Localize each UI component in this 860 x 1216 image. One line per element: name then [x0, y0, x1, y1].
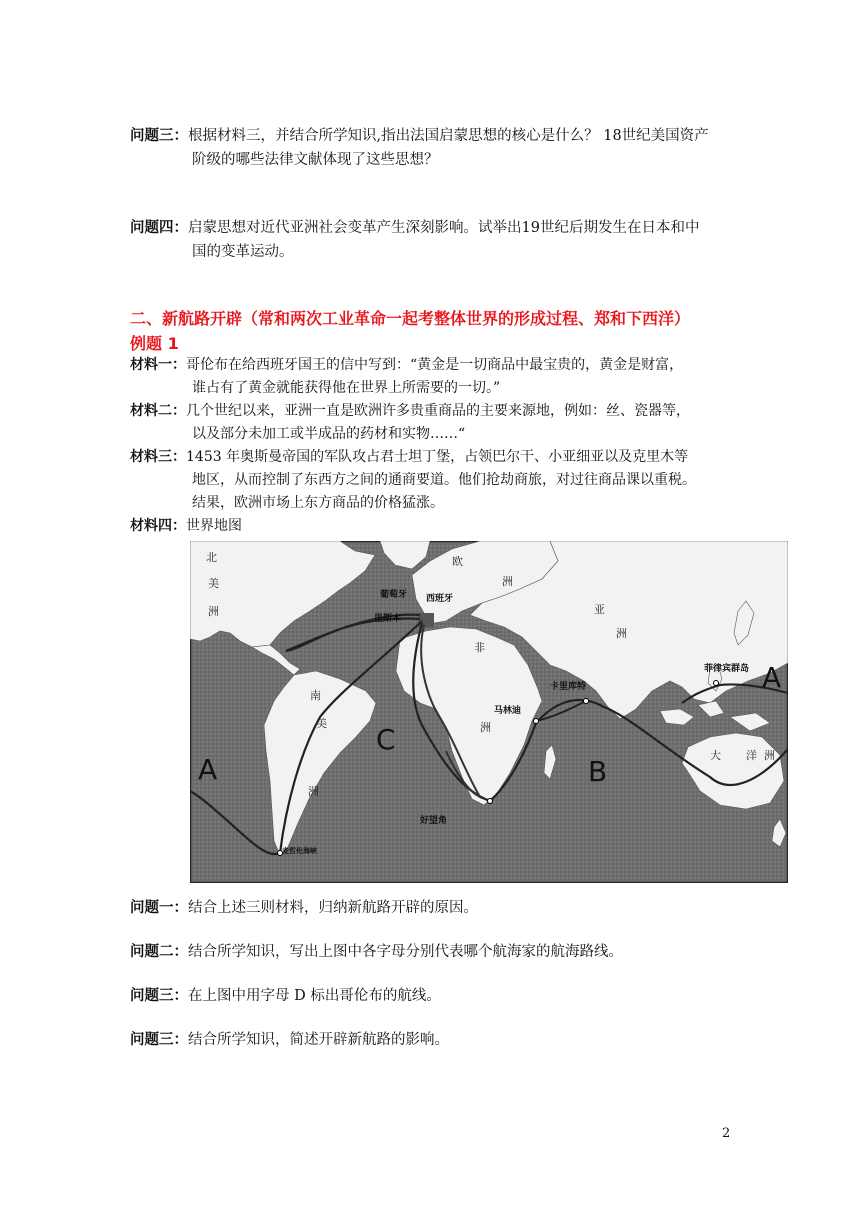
label-europe-1: 欧	[452, 555, 463, 568]
label-africa-1: 非	[474, 641, 485, 654]
question-label: 问题三：	[130, 988, 188, 1004]
route-letter-a-west: A	[198, 753, 218, 786]
question-4-top	[130, 216, 740, 264]
material-label: 材料一：	[130, 357, 186, 373]
label-south-america-2: 美	[316, 717, 327, 730]
world-map	[190, 541, 788, 883]
question-text-line2: 国的变革运动。	[192, 244, 294, 260]
material-label: 材料二：	[130, 403, 186, 419]
material-line: 结果，欧洲市场上东方商品的价格猛涨。	[192, 495, 444, 511]
section-title: 二、新航路开辟（常和两次工业革命一起考整体世界的形成过程、郑和下西洋）	[130, 309, 691, 328]
question-text: 结合所学知识，写出上图中各字母分别代表哪个航海家的航海路线。	[188, 944, 623, 960]
question-text-line1: 根据材料三，并结合所学知识,指出法国启蒙思想的核心是什么？ 18世纪美国资产	[188, 128, 709, 144]
question-text: 结合所学知识，简述开辟新航路的影响。	[188, 1032, 449, 1048]
route-letter-c: C	[376, 723, 396, 756]
material-line: 世界地图	[186, 518, 242, 534]
dot-philippines	[714, 681, 719, 686]
material-line: 哥伦布在给西班牙国王的信中写到：“黄金是一切商品中最宝贵的，黄金是财富，	[186, 357, 684, 373]
label-asia-1: 亚	[594, 603, 605, 616]
question-label: 问题二：	[130, 944, 188, 960]
example-title: 例题 1	[130, 334, 179, 353]
material-3	[130, 446, 742, 515]
question-text-line1: 启蒙思想对近代亚洲社会变革产生深刻影响。试举出19世纪后期发生在日本和中	[188, 220, 700, 236]
question-text: 在上图中用字母 D 标出哥伦布的航线。	[188, 988, 441, 1004]
question-label: 问题三：	[130, 1032, 188, 1048]
label-magellan-strait: 麦哲伦海峡	[282, 847, 317, 855]
label-philippines: 菲律宾群岛	[704, 664, 750, 674]
question-3-top	[130, 124, 740, 172]
material-label: 材料三：	[130, 449, 186, 465]
route-letter-a-east: A	[762, 661, 782, 694]
page-number: 2	[722, 1126, 731, 1141]
label-south-america-1: 南	[310, 689, 321, 702]
dot-malindi	[534, 719, 539, 724]
question-4	[130, 1028, 740, 1052]
material-line: 谁占有了黄金就能获得他在世界上所需要的一切。”	[192, 380, 501, 396]
world-map-svg	[190, 541, 788, 883]
question-text-line2: 阶级的哪些法律文献体现了这些思想？	[192, 152, 439, 168]
label-spain: 西班牙	[426, 594, 454, 604]
material-line: 1453 年奥斯曼帝国的军队攻占君士坦丁堡，占领巴尔干、小亚细亚以及克里木等	[186, 449, 689, 465]
label-north-america-2: 美	[208, 577, 219, 590]
question-3	[130, 984, 740, 1008]
label-malindi: 马林迪	[494, 706, 522, 716]
label-south-america-3: 洲	[308, 785, 319, 798]
material-line: 地区，从而控制了东西方之间的通商要道。他们抢劫商旅，对过往商品课以重税。	[192, 472, 696, 488]
question-label: 问题四：	[130, 220, 188, 236]
material-label: 材料四：	[130, 518, 186, 534]
label-oceania-3: 洲	[764, 749, 775, 762]
label-cape: 好望角	[420, 816, 448, 826]
question-label: 问题三：	[130, 128, 188, 144]
label-africa-2: 洲	[480, 721, 491, 734]
question-text: 结合上述三则材料，归纳新航路开辟的原因。	[188, 900, 478, 916]
dot-cape	[488, 799, 493, 804]
material-line: 以及部分未加工或半成品的药材和实物……“	[192, 426, 466, 442]
label-portugal: 葡萄牙	[380, 590, 408, 600]
question-label: 问题一：	[130, 900, 188, 916]
label-oceania-2: 洋	[746, 749, 757, 762]
material-1	[130, 354, 742, 400]
label-calicut: 卡里库特	[550, 682, 587, 692]
label-lisbon: 里斯本	[374, 614, 402, 624]
material-2	[130, 400, 742, 446]
label-oceania-1: 大	[710, 749, 721, 762]
question-1	[130, 896, 740, 920]
label-asia-2: 洲	[616, 627, 627, 640]
question-2	[130, 940, 740, 964]
material-4	[130, 515, 742, 538]
label-europe-2: 洲	[502, 575, 513, 588]
label-north-america-3: 洲	[208, 605, 219, 618]
material-line: 几个世纪以来，亚洲一直是欧洲许多贵重商品的主要来源地，例如：丝、瓷器等，	[186, 403, 690, 419]
dot-calicut	[584, 699, 589, 704]
label-north-america-1: 北	[206, 551, 217, 564]
route-letter-b: B	[588, 755, 608, 788]
